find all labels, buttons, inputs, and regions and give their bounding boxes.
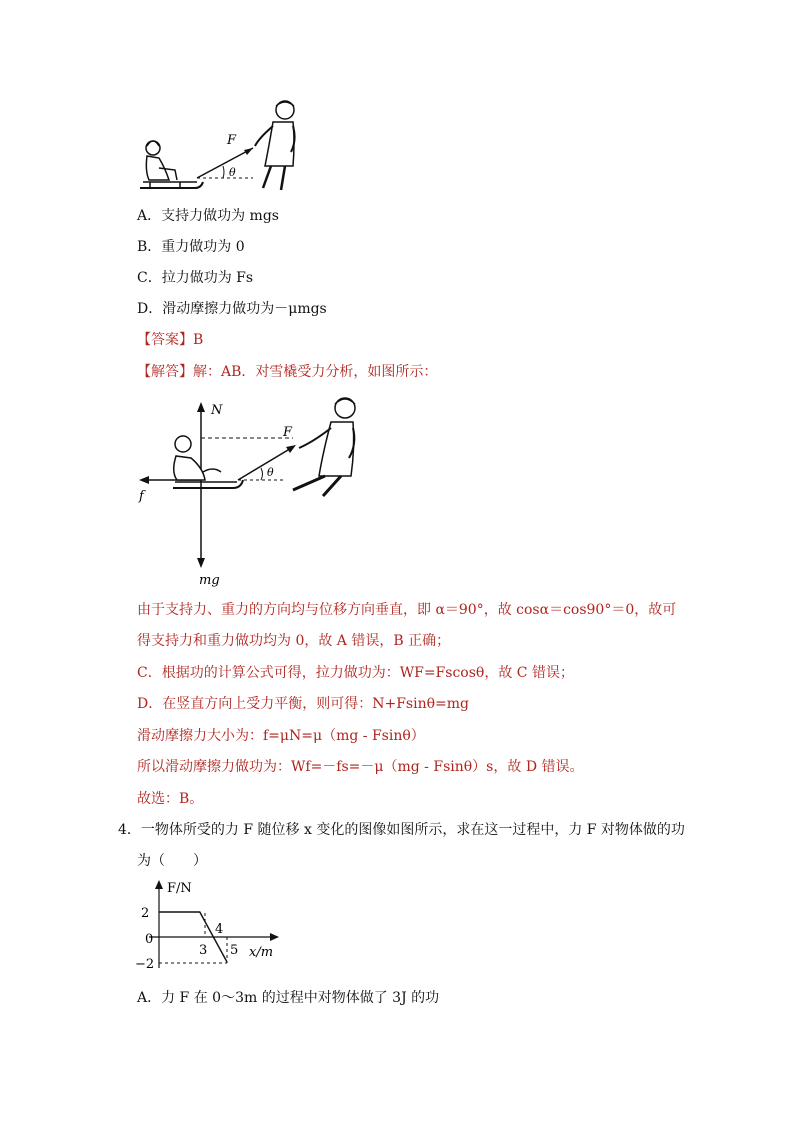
solution-line-5: 滑动摩擦力大小为：f=μN=μ（mg - Fsinθ） <box>137 728 425 744</box>
x-tick-5: 5 <box>230 943 239 958</box>
y-axis-arrow <box>155 880 163 889</box>
sled-pull-figure <box>135 96 310 196</box>
gravity-label: mg <box>199 573 220 588</box>
solution-line-1: 由于支持力、重力的方向均与位移方向垂直，即 α＝90°，故 cosα＝cos90°＝0，故可 <box>137 602 677 618</box>
solution-line-2: 得支持力和重力做功均为 0，故 A 错误，B 正确； <box>137 633 451 649</box>
solution-line-6: 所以滑动摩擦力做功为：Wf=－fs=－μ（mg - Fsinθ）s，故 D 错误。 <box>137 759 584 775</box>
option-c: C．拉力做功为 Fs <box>137 270 254 286</box>
x-axis-label: x/m <box>249 945 274 960</box>
answer-line <box>137 330 203 350</box>
answer-tag: 【答案】 <box>137 332 193 348</box>
force-displacement-chart <box>135 876 285 976</box>
y-tick-0: 0 <box>145 932 154 947</box>
force-label: F <box>227 133 237 148</box>
option-d: D．滑动摩擦力做功为－μmgs <box>137 301 327 317</box>
question-4-option-a: A．力 F 在 0～3m 的过程中对物体做了 3J 的功 <box>137 990 440 1006</box>
solution-intro: 解：AB．对雪橇受力分析，如图所示： <box>193 364 438 380</box>
friction-label: f <box>139 489 144 504</box>
x-tick-4: 4 <box>215 922 224 937</box>
solution-tag: 【解答】 <box>137 364 193 380</box>
y-axis-label: F/N <box>167 881 192 896</box>
pull-force-label: F <box>283 425 293 440</box>
x-axis-arrow <box>270 933 279 941</box>
y-tick-2: 2 <box>141 906 150 921</box>
question-4-stem-1: 4．一物体所受的力 F 随位移 x 变化的图像如图所示，求在这一过程中，力 F 对物体做的功 <box>118 822 685 838</box>
normal-force-label: N <box>211 403 223 418</box>
angle-label: θ <box>267 466 274 479</box>
solution-line <box>137 362 437 382</box>
option-b: B．重力做功为 0 <box>137 239 245 255</box>
option-a: A．支持力做功为 mgs <box>137 208 279 224</box>
theta-label: θ <box>229 166 236 179</box>
solution-line-3: C．根据功的计算公式可得，拉力做功为：WF=Fscosθ，故 C 错误； <box>137 665 574 681</box>
answer-value: B <box>193 332 204 348</box>
question-4-stem-2: 为（ ） <box>137 853 207 869</box>
y-tick-neg2: −2 <box>135 957 155 972</box>
solution-line-4: D．在竖直方向上受力平衡，则可得：N+Fsinθ=mg <box>137 696 469 712</box>
force-diagram <box>133 392 368 592</box>
solution-line-7: 故选：B。 <box>137 791 204 807</box>
x-tick-3: 3 <box>199 943 208 958</box>
